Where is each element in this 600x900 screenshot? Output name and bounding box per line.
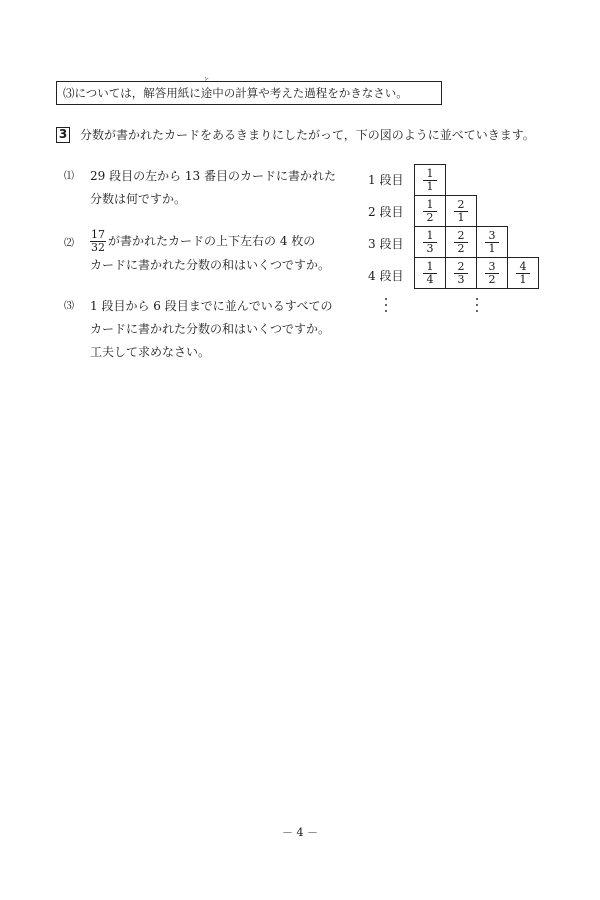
card <box>414 257 446 289</box>
card-denominator: 1 <box>488 242 496 255</box>
sub-question-3-line-1: 1 段目から 6 段目までに並んでいるすべての <box>90 299 333 313</box>
card-fraction <box>423 168 437 193</box>
card <box>476 257 508 289</box>
card-numerator: 1 <box>423 199 437 212</box>
card-numerator: 4 <box>516 261 530 274</box>
card-numerator: 2 <box>454 199 468 212</box>
sub-question-2-number: ⑵ <box>64 238 74 249</box>
card-denominator: 3 <box>426 242 434 255</box>
card-fraction <box>423 261 437 286</box>
card-numerator: 1 <box>423 168 437 181</box>
sub-question-1 <box>64 165 336 211</box>
card-denominator: 4 <box>426 273 434 286</box>
sub-question-2-fraction <box>90 229 106 254</box>
sub-question-2-line-2: カードに書かれた分数の和はいくつですか。 <box>90 258 331 272</box>
notice-text-before: ⑶については，解答用紙に <box>63 86 201 100</box>
sub-question-2-line-1 <box>64 228 330 254</box>
fraction-numerator: 17 <box>91 228 105 241</box>
card-numerator: 1 <box>423 230 437 243</box>
card-denominator: 1 <box>426 180 434 193</box>
continuation-dots-left <box>385 298 389 320</box>
card-denominator: 2 <box>426 211 434 224</box>
row-label-1: 1 段目 <box>368 173 404 187</box>
card <box>445 257 477 289</box>
sub-question-3 <box>64 295 332 364</box>
card-denominator: 1 <box>519 273 527 286</box>
card-fraction <box>454 261 468 286</box>
card <box>445 226 477 258</box>
row-label-2: 2 段目 <box>368 205 404 219</box>
card-denominator: 2 <box>457 242 465 255</box>
page-number: － 4 － <box>282 826 318 839</box>
card-denominator: 2 <box>488 273 496 286</box>
card <box>445 195 477 227</box>
question-number-box: 3 <box>56 127 70 143</box>
card-fraction <box>485 230 499 255</box>
notice-ruby-reading: と <box>203 77 210 84</box>
sub-question-3-line-3: 工夫して求めなさい。 <box>90 345 211 359</box>
card <box>414 226 446 258</box>
continuation-dots-right <box>476 298 480 320</box>
sub-question-2-line-1-text: が書かれたカードの上下左右の 4 枚の <box>108 234 316 248</box>
card-numerator: 2 <box>454 261 468 274</box>
question-intro: 分数が書かれたカードをあるきまりにしたがって，下の図のように並べていきます。 <box>80 128 535 142</box>
card-fraction <box>454 199 468 224</box>
fraction-denominator: 32 <box>91 241 105 254</box>
sub-question-3-line-2: カードに書かれた分数の和はいくつですか。 <box>90 322 331 336</box>
card-fraction <box>516 261 530 286</box>
card <box>507 257 539 289</box>
card-fraction <box>485 261 499 286</box>
card-fraction <box>423 199 437 224</box>
card-numerator: 1 <box>423 261 437 274</box>
sub-question-2 <box>64 228 330 277</box>
card <box>414 195 446 227</box>
notice-text-after: 中の計算や考えた過程をかきなさい。 <box>212 86 408 100</box>
card-numerator: 2 <box>454 230 468 243</box>
row-label-4: 4 段目 <box>368 269 404 283</box>
sub-question-1-line-2: 分数は何ですか。 <box>90 192 187 206</box>
notice-ruby-base: 途 <box>200 86 213 100</box>
sub-question-1-line-1: 29 段目の左から 13 番目のカードに書かれた <box>90 169 336 183</box>
card-fraction <box>423 230 437 255</box>
card-numerator: 3 <box>485 230 499 243</box>
card-numerator: 3 <box>485 261 499 274</box>
card <box>476 226 508 258</box>
card <box>414 164 446 196</box>
card-fraction <box>454 230 468 255</box>
row-label-3: 3 段目 <box>368 237 404 251</box>
sub-question-1-number: ⑴ <box>64 171 74 182</box>
card-denominator: 3 <box>457 273 465 286</box>
sub-question-3-number: ⑶ <box>64 301 74 312</box>
instruction-notice-box <box>56 77 442 105</box>
card-denominator: 1 <box>457 211 465 224</box>
notice-ruby <box>200 77 213 104</box>
